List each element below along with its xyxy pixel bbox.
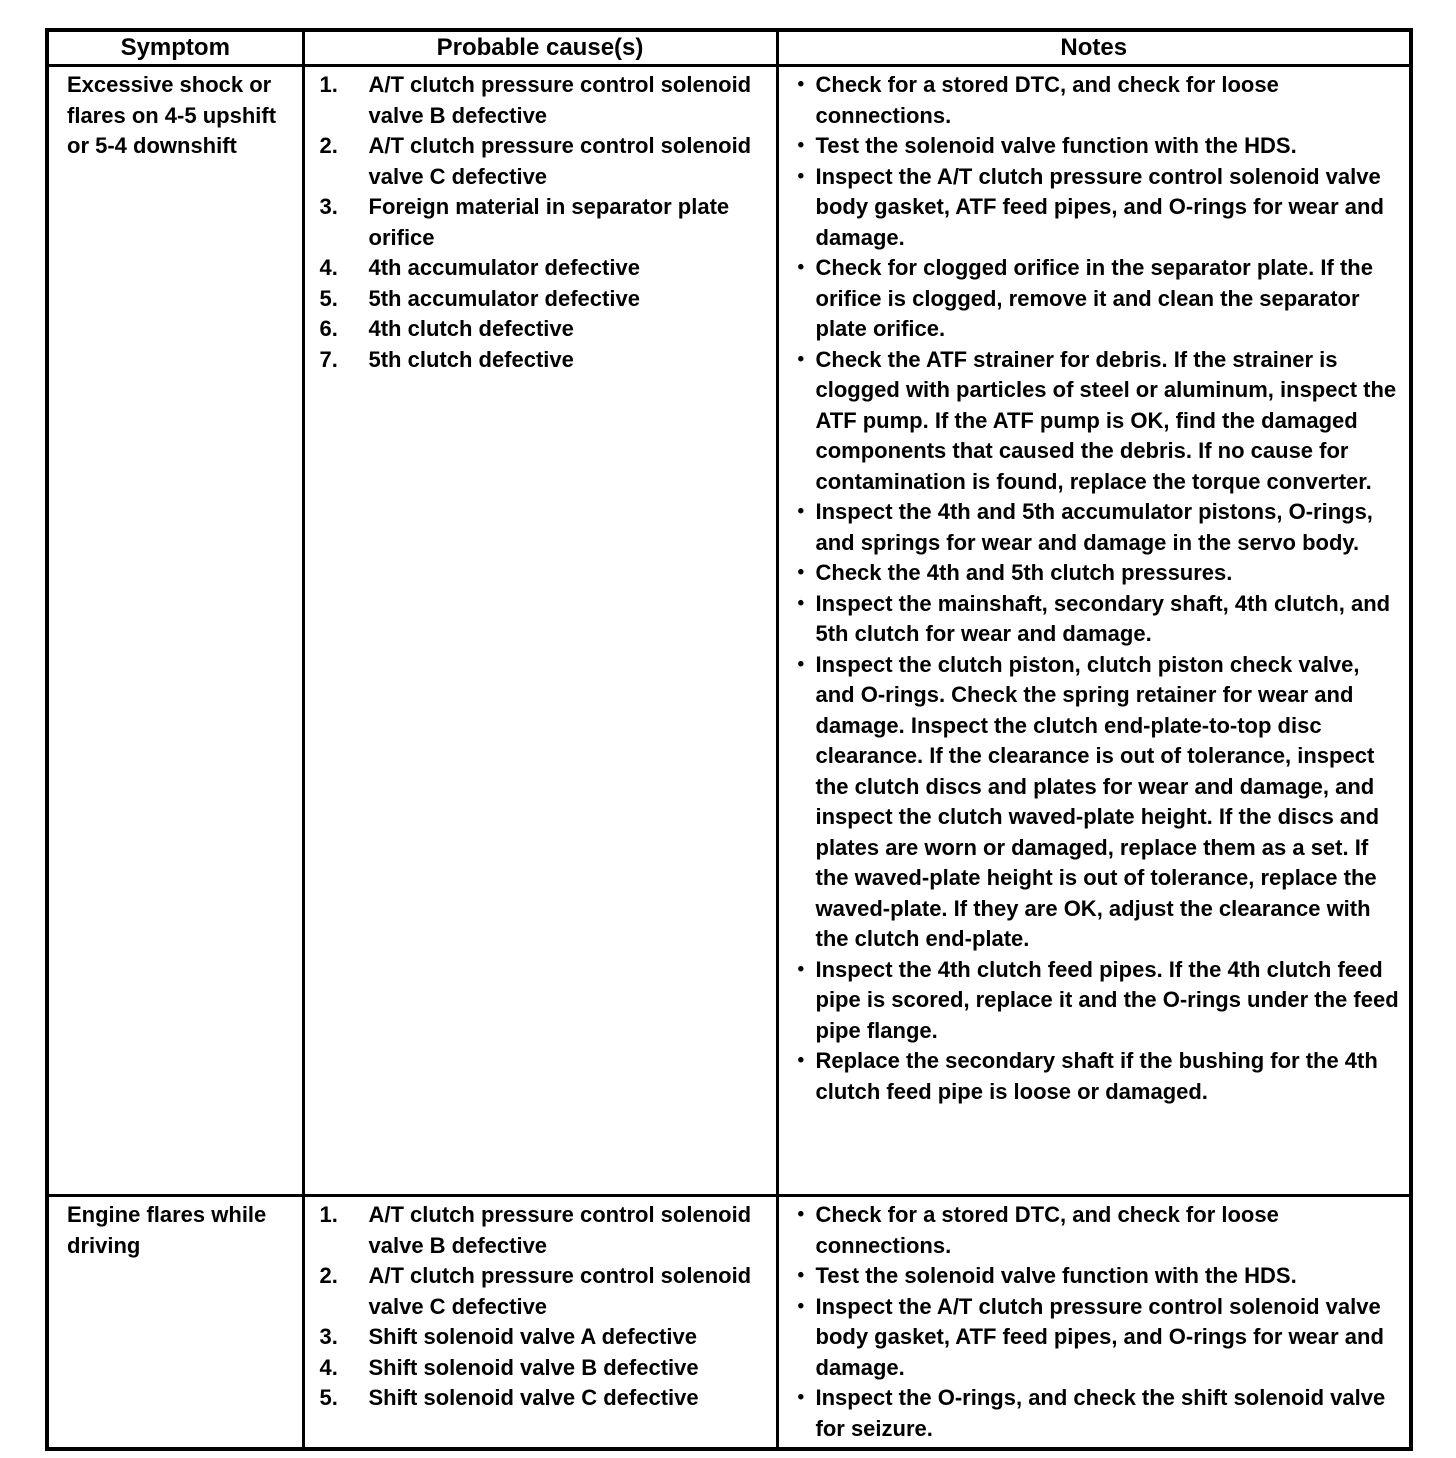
note-text: Inspect the A/T clutch pressure control solenoid valve body gasket, ATF feed pipes, and O-rings for wear and damage. — [815, 1293, 1384, 1380]
cause-item — [305, 70, 776, 131]
table-row — [47, 66, 1411, 1196]
note-text: Inspect the mainshaft, secondary shaft, 4th clutch, and 5th clutch for wear and damage. — [815, 590, 1391, 646]
troubleshooting-table — [45, 28, 1413, 1451]
bullet-marker: • — [797, 592, 805, 614]
bullet-marker: • — [797, 257, 805, 278]
note-text: Inspect the A/T clutch pressure control solenoid valve body gasket, ATF feed pipes, and O-rings for wear and damage. — [815, 163, 1384, 250]
cause-item — [305, 1322, 776, 1353]
cause-number: 5. — [319, 285, 338, 311]
bullet-marker: • — [797, 1265, 805, 1286]
column-header-symptom: Symptom — [47, 30, 303, 66]
cause-text: A/T clutch pressure control solenoid valve B defective — [368, 72, 752, 128]
note-item — [779, 345, 1410, 498]
cause-item — [305, 345, 776, 376]
table-row — [47, 1196, 1411, 1450]
note-item — [779, 1046, 1410, 1107]
cause-item — [305, 131, 776, 192]
note-item — [779, 162, 1410, 254]
cause-text: 4th clutch defective — [368, 316, 574, 341]
column-header-notes: Notes — [777, 30, 1411, 66]
bullet-marker: • — [797, 135, 805, 156]
cause-text: 4th accumulator defective — [368, 255, 640, 280]
cause-item — [305, 1383, 776, 1414]
note-text: Test the solenoid valve function with the HDS. — [815, 1263, 1297, 1288]
cause-item — [305, 253, 776, 284]
note-text: Inspect the 4th and 5th accumulator pistons, O-rings, and springs for wear and damage in the servo body. — [815, 499, 1373, 555]
note-item — [779, 1292, 1410, 1384]
cause-item — [305, 1261, 776, 1322]
header-row — [47, 30, 1411, 66]
cause-item — [305, 314, 776, 345]
causes-cell — [303, 1196, 777, 1450]
cause-item — [305, 1200, 776, 1261]
note-text: Check for a stored DTC, and check for loose connections. — [815, 1202, 1279, 1258]
note-item — [779, 131, 1410, 162]
note-text: Check the 4th and 5th clutch pressures. — [815, 560, 1233, 585]
note-item — [779, 70, 1410, 131]
note-item — [779, 1261, 1410, 1292]
column-header-probable-causes: Probable cause(s) — [303, 30, 777, 66]
note-text: Replace the secondary shaft if the bushing for the 4th clutch feed pipe is loose or damaged. — [815, 1048, 1378, 1104]
cause-text: Foreign material in separator plate orifice — [368, 194, 730, 250]
note-item — [779, 253, 1410, 345]
cause-number: 3. — [319, 1324, 338, 1349]
causes-cell — [303, 66, 777, 1196]
bullet-marker: • — [797, 348, 805, 370]
bullet-marker: • — [797, 165, 805, 187]
cause-number: 5. — [319, 1385, 338, 1410]
cause-number: 6. — [319, 316, 338, 341]
note-text: Inspect the O-rings, and check the shift solenoid valve for seizure. — [815, 1385, 1386, 1441]
symptom-cell: Excessive shock or flares on 4-5 upshift or 5-4 downshift — [47, 66, 303, 1196]
cause-number: 3. — [319, 194, 338, 219]
symptom-cell: Engine flares while driving — [47, 1196, 303, 1450]
notes-list — [779, 1200, 1410, 1444]
note-text: Check the ATF strainer for debris. If the strainer is clogged with particles of steel or aluminum, inspect the ATF pump. If the ATF pump is OK, find the damaged components that caused the debris. If no cause for contamination is found, replace the torque converter. — [815, 346, 1397, 494]
cause-text: A/T clutch pressure control solenoid valve C defective — [368, 1263, 752, 1319]
note-item — [779, 650, 1410, 955]
cause-number: 7. — [319, 346, 338, 372]
note-text: Test the solenoid valve function with the HDS. — [815, 133, 1297, 158]
notes-cell — [777, 1196, 1411, 1450]
bullet-marker: • — [797, 1295, 805, 1317]
bullet-marker: • — [797, 1050, 805, 1071]
cause-item — [305, 284, 776, 315]
cause-text: 5th accumulator defective — [368, 285, 640, 311]
cause-number: 2. — [319, 1263, 338, 1288]
bullet-marker: • — [797, 501, 805, 522]
bullet-marker: • — [797, 1387, 805, 1408]
note-text: Inspect the 4th clutch feed pipes. If the 4th clutch feed pipe is scored, replace it and the O-rings under the feed pipe flange. — [815, 956, 1399, 1043]
cause-text: Shift solenoid valve B defective — [368, 1354, 699, 1380]
cause-text: Shift solenoid valve C defective — [368, 1385, 699, 1410]
cause-text: A/T clutch pressure control solenoid valve B defective — [368, 1202, 752, 1258]
note-item — [779, 955, 1410, 1047]
scanned-page — [45, 28, 1413, 1451]
cause-text: A/T clutch pressure control solenoid valve C defective — [368, 133, 752, 189]
cause-text: 5th clutch defective — [368, 346, 574, 372]
cause-number: 4. — [319, 255, 338, 280]
note-item — [779, 589, 1410, 650]
note-text: Check for clogged orifice in the separator plate. If the orifice is clogged, remove it and clean the separator plate orifice. — [815, 255, 1373, 341]
cause-text: Shift solenoid valve A defective — [368, 1324, 697, 1349]
note-item — [779, 1200, 1410, 1261]
note-item — [779, 497, 1410, 558]
notes-list — [779, 70, 1410, 1107]
note-text: Inspect the clutch piston, clutch piston check valve, and O-rings. Check the spring retainer for wear and damage. Inspect the clutch end-plate-to-top disc clearance. If the clearance is out of tolerance, inspect the clutch discs and plates for wear and damage, and inspect the clutch waved-plate height. If the discs and plates are worn or damaged, replace them as a set. If the waved-plate height is out of tolerance, replace the waved-plate. If they are OK, adjust the clearance with the clutch end-plate. — [815, 651, 1380, 951]
bullet-marker: • — [797, 74, 805, 95]
cause-item — [305, 192, 776, 253]
cause-number: 1. — [319, 72, 338, 97]
bullet-marker: • — [797, 562, 805, 583]
causes-list — [305, 70, 776, 375]
bullet-marker: • — [797, 958, 805, 980]
cause-item — [305, 1353, 776, 1384]
cause-number: 1. — [319, 1202, 338, 1227]
causes-list — [305, 1200, 776, 1414]
cause-number: 4. — [319, 1354, 338, 1380]
note-text: Check for a stored DTC, and check for loose connections. — [815, 72, 1279, 128]
cause-number: 2. — [319, 133, 338, 158]
bullet-marker: • — [797, 1204, 805, 1225]
bullet-marker: • — [797, 653, 805, 675]
note-item — [779, 558, 1410, 589]
notes-cell — [777, 66, 1411, 1196]
note-item — [779, 1383, 1410, 1444]
